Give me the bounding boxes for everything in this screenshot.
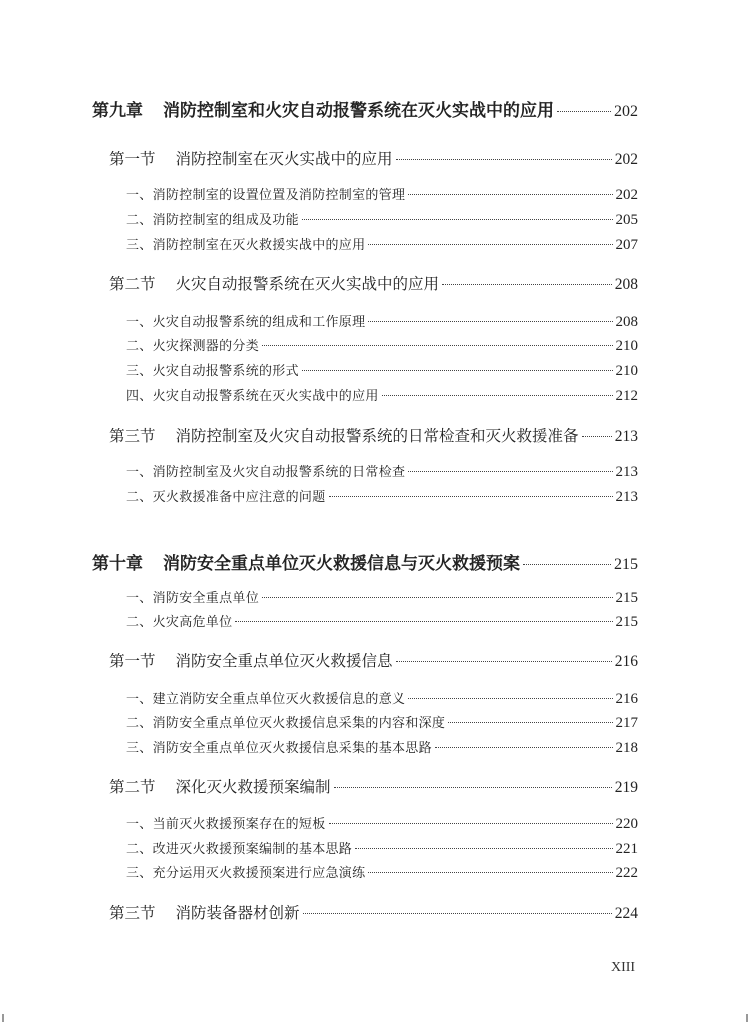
toc-section — [109, 649, 638, 671]
toc-item — [126, 737, 638, 757]
item-title: 二、消防安全重点单位灭火救援信息采集的内容和深度 — [126, 716, 446, 731]
dot-leader — [262, 597, 612, 598]
dot-leader — [408, 194, 612, 195]
dot-leader — [408, 471, 612, 472]
dot-leader — [355, 848, 612, 849]
page-number: 218 — [615, 740, 638, 756]
toc-item — [126, 461, 638, 481]
toc-item — [126, 862, 638, 882]
page-number: 215 — [615, 614, 638, 630]
chapter-label: 第九章 — [92, 101, 143, 121]
chapter-label: 第十章 — [92, 554, 143, 574]
item-title: 一、建立消防安全重点单位灭火救援信息的意义 — [126, 692, 406, 707]
section-label: 第一节 — [109, 652, 156, 670]
toc-item — [126, 486, 638, 506]
chapter-title: 消防安全重点单位灭火救援信息与灭火救援预案 — [163, 554, 520, 574]
toc-item — [126, 209, 638, 229]
dot-leader — [303, 913, 612, 914]
toc-section — [109, 424, 638, 446]
dot-leader — [235, 621, 612, 622]
toc-item — [126, 587, 638, 607]
section-title: 消防安全重点单位灭火救援信息 — [175, 652, 393, 670]
toc-item — [126, 311, 638, 331]
item-title: 一、消防控制室的设置位置及消防控制室的管理 — [126, 188, 406, 203]
dot-leader — [329, 496, 613, 497]
item-title: 二、火灾高危单位 — [126, 615, 233, 630]
toc-item — [126, 712, 638, 732]
section-title: 消防装备器材创新 — [175, 904, 300, 922]
page-number: 213 — [615, 489, 638, 505]
dot-leader — [557, 111, 611, 112]
section-title: 消防控制室及火灾自动报警系统的日常检查和灭火救援准备 — [175, 427, 579, 445]
section-label: 第三节 — [109, 904, 156, 922]
page-number: 207 — [615, 237, 638, 253]
page-number: 210 — [615, 338, 638, 354]
dot-leader — [302, 219, 613, 220]
toc-section — [109, 272, 638, 294]
page-folio: XIII — [611, 960, 636, 975]
toc-item — [126, 335, 638, 355]
dot-leader — [302, 370, 613, 371]
item-title: 二、灭火救援准备中应注意的问题 — [126, 490, 326, 505]
item-title: 四、火灾自动报警系统在灭火实战中的应用 — [126, 389, 379, 404]
page-number: 219 — [614, 779, 638, 796]
dot-leader — [448, 722, 612, 723]
page-number: 215 — [614, 556, 638, 573]
page-number: 212 — [615, 388, 638, 404]
toc-item — [126, 838, 638, 858]
chapter-title: 消防控制室和火灾自动报警系统在灭火实战中的应用 — [163, 101, 554, 121]
dot-leader — [334, 787, 612, 788]
dot-leader — [442, 284, 612, 285]
page-number: 213 — [615, 464, 638, 480]
item-title: 二、改进灭火救援预案编制的基本思路 — [126, 842, 353, 857]
page-number: 205 — [615, 212, 638, 228]
toc-item — [126, 360, 638, 380]
toc-item — [126, 688, 638, 708]
section-title: 火灾自动报警系统在灭火实战中的应用 — [175, 275, 440, 293]
dot-leader — [523, 564, 611, 565]
dot-leader — [329, 823, 613, 824]
dot-leader — [435, 747, 613, 748]
page-number: 202 — [614, 103, 638, 120]
item-title: 一、当前灭火救援预案存在的短板 — [126, 817, 326, 832]
page-number: 215 — [615, 590, 638, 606]
dot-leader — [408, 698, 612, 699]
page-number: 220 — [615, 816, 638, 832]
page-number: 202 — [615, 187, 638, 203]
toc-section — [109, 147, 638, 169]
item-title: 三、充分运用灭火救援预案进行应急演练 — [126, 866, 366, 881]
toc-section — [109, 775, 638, 797]
scan-edge-mark-left — [2, 1014, 4, 1022]
toc-section — [109, 901, 638, 923]
section-title: 深化灭火救援预案编制 — [175, 778, 331, 796]
toc-item — [126, 385, 638, 405]
scan-edge-mark-right — [746, 1014, 748, 1022]
item-title: 三、火灾自动报警系统的形式 — [126, 364, 299, 379]
toc-item — [126, 813, 638, 833]
page-number: 216 — [614, 653, 638, 670]
dot-leader — [262, 345, 612, 346]
item-title: 二、消防控制室的组成及功能 — [126, 213, 299, 228]
page-number: 221 — [615, 841, 638, 857]
item-title: 一、消防安全重点单位 — [126, 591, 260, 606]
page-number: 222 — [615, 865, 638, 881]
page-number: 210 — [615, 363, 638, 379]
page-number: 216 — [615, 691, 638, 707]
page-number: 217 — [615, 715, 638, 731]
page-number: 208 — [615, 314, 638, 330]
toc-chapter-10 — [92, 549, 638, 574]
dot-leader — [382, 395, 613, 396]
page-number: 224 — [614, 905, 638, 922]
dot-leader — [368, 872, 612, 873]
dot-leader — [396, 661, 612, 662]
section-label: 第二节 — [109, 778, 156, 796]
section-title: 消防控制室在灭火实战中的应用 — [175, 150, 393, 168]
toc-chapter-9 — [92, 96, 638, 121]
section-label: 第一节 — [109, 150, 156, 168]
toc-item — [126, 184, 638, 204]
section-label: 第三节 — [109, 427, 156, 445]
item-title: 一、火灾自动报警系统的组成和工作原理 — [126, 315, 366, 330]
item-title: 二、火灾探测器的分类 — [126, 339, 260, 354]
toc-item — [126, 234, 638, 254]
page-number: 213 — [614, 428, 638, 445]
page-number: 208 — [614, 276, 638, 293]
dot-leader — [368, 244, 612, 245]
item-title: 三、消防安全重点单位灭火救援信息采集的基本思路 — [126, 741, 432, 756]
section-label: 第二节 — [109, 275, 156, 293]
dot-leader — [396, 159, 612, 160]
dot-leader — [582, 436, 612, 437]
item-title: 三、消防控制室在灭火救援实战中的应用 — [126, 238, 366, 253]
dot-leader — [368, 321, 612, 322]
toc-item — [126, 611, 638, 631]
page-number: 202 — [614, 151, 638, 168]
item-title: 一、消防控制室及火灾自动报警系统的日常检查 — [126, 465, 406, 480]
